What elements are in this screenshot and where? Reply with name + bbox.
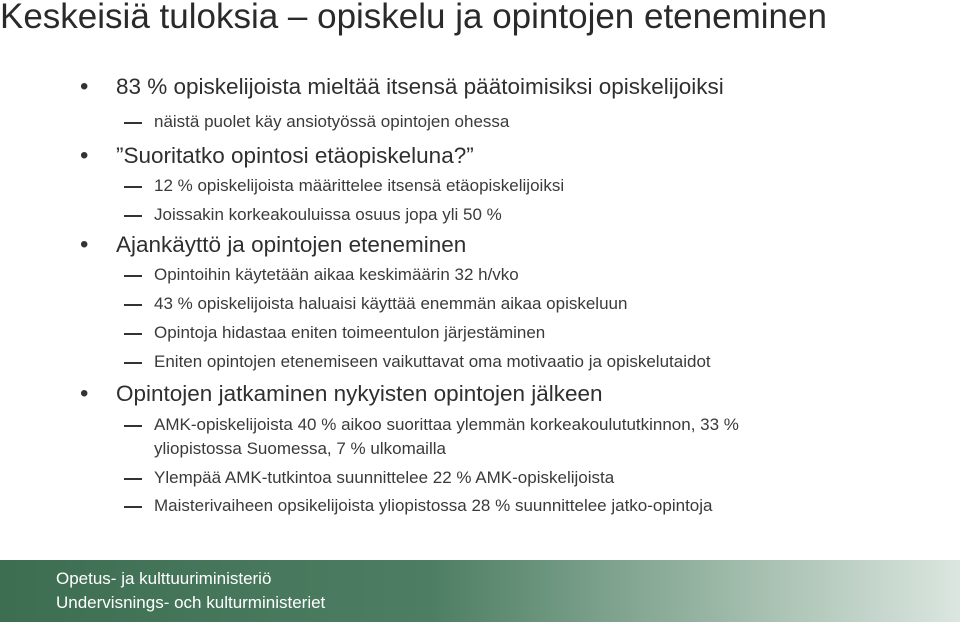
sub-bullet-text: 43 % opiskelijoista haluaisi käyttää enemmän aikaa opiskeluun — [154, 294, 628, 313]
sub-bullet-text: Opintoihin käytetään aikaa keskimäärin 32 h/vko — [154, 265, 519, 284]
dash-icon — [124, 333, 142, 335]
dash-icon — [124, 275, 142, 277]
sub-bullet-text: AMK-opiskelijoista 40 % aikoo suorittaa ylemmän korkeakoulututkinnon, 33 % — [154, 415, 739, 434]
dash-icon — [124, 478, 142, 480]
dash-icon — [124, 215, 142, 217]
bullet-dot-icon: • — [80, 142, 89, 169]
bullet-text: 83 % opiskelijoista mieltää itsensä päätoimisiksi opiskelijoiksi — [116, 74, 724, 99]
bullet-dot-icon: • — [80, 231, 89, 258]
sub-bullet-text: 12 % opiskelijoista määrittelee itsensä etäopiskelijoiksi — [154, 176, 565, 195]
footer-bar — [0, 560, 960, 622]
dash-icon — [124, 362, 142, 364]
slide-title: Keskeisiä tuloksia – opiskelu ja opintojen eteneminen — [0, 0, 827, 36]
sub-bullet-text: näistä puolet käy ansiotyössä opintojen ohessa — [154, 112, 510, 131]
bullet-dot-icon: • — [80, 73, 89, 100]
sub-bullet-text: Maisterivaiheen opsikelijoista yliopistossa 28 % suunnittelee jatko-opintoja — [154, 496, 713, 515]
sub-bullet-text: Ylempää AMK-tutkintoa suunnittelee 22 % AMK-opiskelijoista — [154, 468, 615, 487]
dash-icon — [124, 304, 142, 306]
ministry-name-finnish: Opetus- ja kulttuuriministeriö — [56, 569, 272, 588]
dash-icon — [124, 425, 142, 427]
bullet-text: Ajankäyttö ja opintojen eteneminen — [116, 232, 467, 257]
bullet-dot-icon: • — [80, 380, 89, 407]
bullet-text: ”Suoritatko opintosi etäopiskeluna?” — [116, 143, 474, 168]
sub-bullet-text: Eniten opintojen etenemiseen vaikuttavat oma motivaatio ja opiskelutaidot — [154, 352, 711, 371]
ministry-name-swedish: Undervisnings- och kulturministeriet — [56, 593, 326, 612]
sub-bullet-text: yliopistossa Suomessa, 7 % ulkomailla — [154, 439, 446, 458]
sub-bullet-text: Opintoja hidastaa eniten toimeentulon järjestäminen — [154, 323, 546, 342]
dash-icon — [124, 506, 142, 508]
dash-icon — [124, 186, 142, 188]
bullet-text: Opintojen jatkaminen nykyisten opintojen jälkeen — [116, 381, 603, 406]
dash-icon — [124, 122, 142, 124]
sub-bullet-text: Joissakin korkeakouluissa osuus jopa yli 50 % — [154, 205, 502, 224]
